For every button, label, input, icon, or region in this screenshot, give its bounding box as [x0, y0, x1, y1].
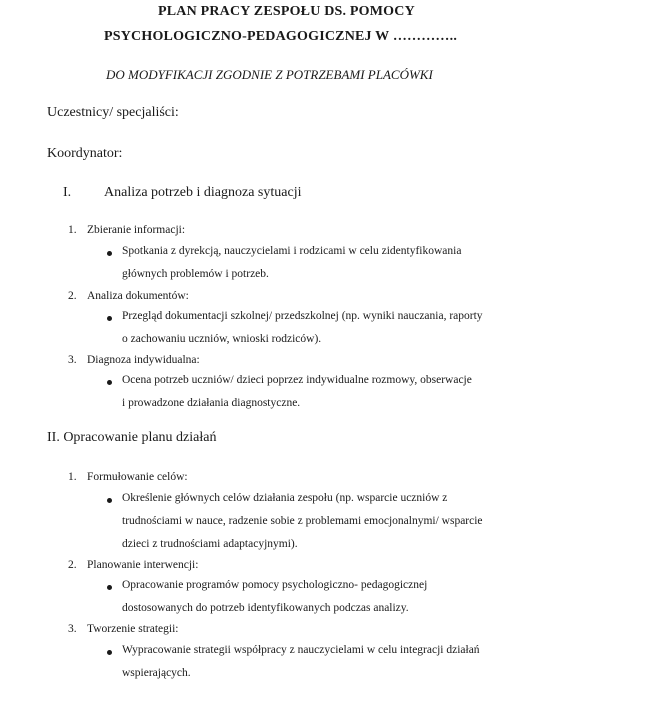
section-1-item-3-line-1: Ocena potrzeb uczniów/ dzieci poprzez indywidualne rozmowy, obserwacje	[122, 374, 472, 386]
section-2-item-1-label: Formułowanie celów:	[87, 471, 188, 483]
section-1-item-1-line-2: głównych problemów i potrzeb.	[122, 268, 269, 280]
section-1-item-1-number: 1.	[68, 224, 77, 236]
section-2-title: II. Opracowanie planu działań	[47, 430, 217, 445]
section-2-item-2-line-2: dostosowanych do potrzeb identyfikowanych podczas analizy.	[122, 602, 409, 614]
section-2-item-1-line-1: Określenie głównych celów działania zespołu (np. wsparcie uczniów z	[122, 492, 448, 504]
document-title-line-2: PSYCHOLOGICZNO-PEDAGOGICZNEJ W …………..	[104, 29, 458, 44]
section-1-item-2-number: 2.	[68, 290, 77, 302]
bullet-icon	[107, 650, 112, 655]
participants-label: Uczestnicy/ specjaliści:	[47, 105, 179, 120]
section-1-numeral: I.	[63, 185, 72, 200]
section-1-title: Analiza potrzeb i diagnoza sytuacji	[104, 185, 302, 200]
section-2-item-1-line-3: dzieci z trudnościami adaptacyjnymi).	[122, 538, 298, 550]
section-2-item-1-number: 1.	[68, 471, 77, 483]
section-2-item-2-line-1: Opracowanie programów pomocy psychologiczno- pedagogicznej	[122, 579, 428, 591]
bullet-icon	[107, 585, 112, 590]
bullet-icon	[107, 380, 112, 385]
bullet-icon	[107, 251, 112, 256]
section-1-item-2-line-2: o zachowaniu uczniów, wnioski rodziców).	[122, 333, 322, 345]
section-2-item-2-label: Planowanie interwencji:	[87, 559, 199, 571]
section-2-item-3-line-1: Wypracowanie strategii współpracy z nauczycielami w celu integracji działań	[122, 644, 480, 656]
section-2-item-3-line-2: wspierających.	[122, 667, 191, 679]
document-subtitle: DO MODYFIKACJI ZGODNIE Z POTRZEBAMI PLACÓWKI	[106, 67, 433, 82]
section-2-item-3-label: Tworzenie strategii:	[87, 623, 179, 635]
section-1-item-1-line-1: Spotkania z dyrekcją, nauczycielami i rodzicami w celu zidentyfikowania	[122, 245, 462, 257]
section-1-item-2-label: Analiza dokumentów:	[87, 290, 189, 302]
section-1-item-1-label: Zbieranie informacji:	[87, 224, 186, 236]
section-1-item-3-line-2: i prowadzone działania diagnostyczne.	[122, 397, 301, 409]
section-1-item-2-line-1: Przegląd dokumentacji szkolnej/ przedszkolnej (np. wyniki nauczania, raporty	[122, 310, 483, 322]
section-2-item-1-line-2: trudnościami w nauce, radzenie sobie z problemami emocjonalnymi/ wsparcie	[122, 515, 483, 527]
section-1-item-3-label: Diagnoza indywidualna:	[87, 354, 200, 366]
bullet-icon	[107, 498, 112, 503]
document-title-line-1: PLAN PRACY ZESPOŁU DS. POMOCY	[158, 4, 415, 19]
section-2-item-3-number: 3.	[68, 623, 77, 635]
coordinator-label: Koordynator:	[47, 146, 123, 161]
bullet-icon	[107, 316, 112, 321]
section-1-item-3-number: 3.	[68, 354, 77, 366]
section-2-item-2-number: 2.	[68, 559, 77, 571]
